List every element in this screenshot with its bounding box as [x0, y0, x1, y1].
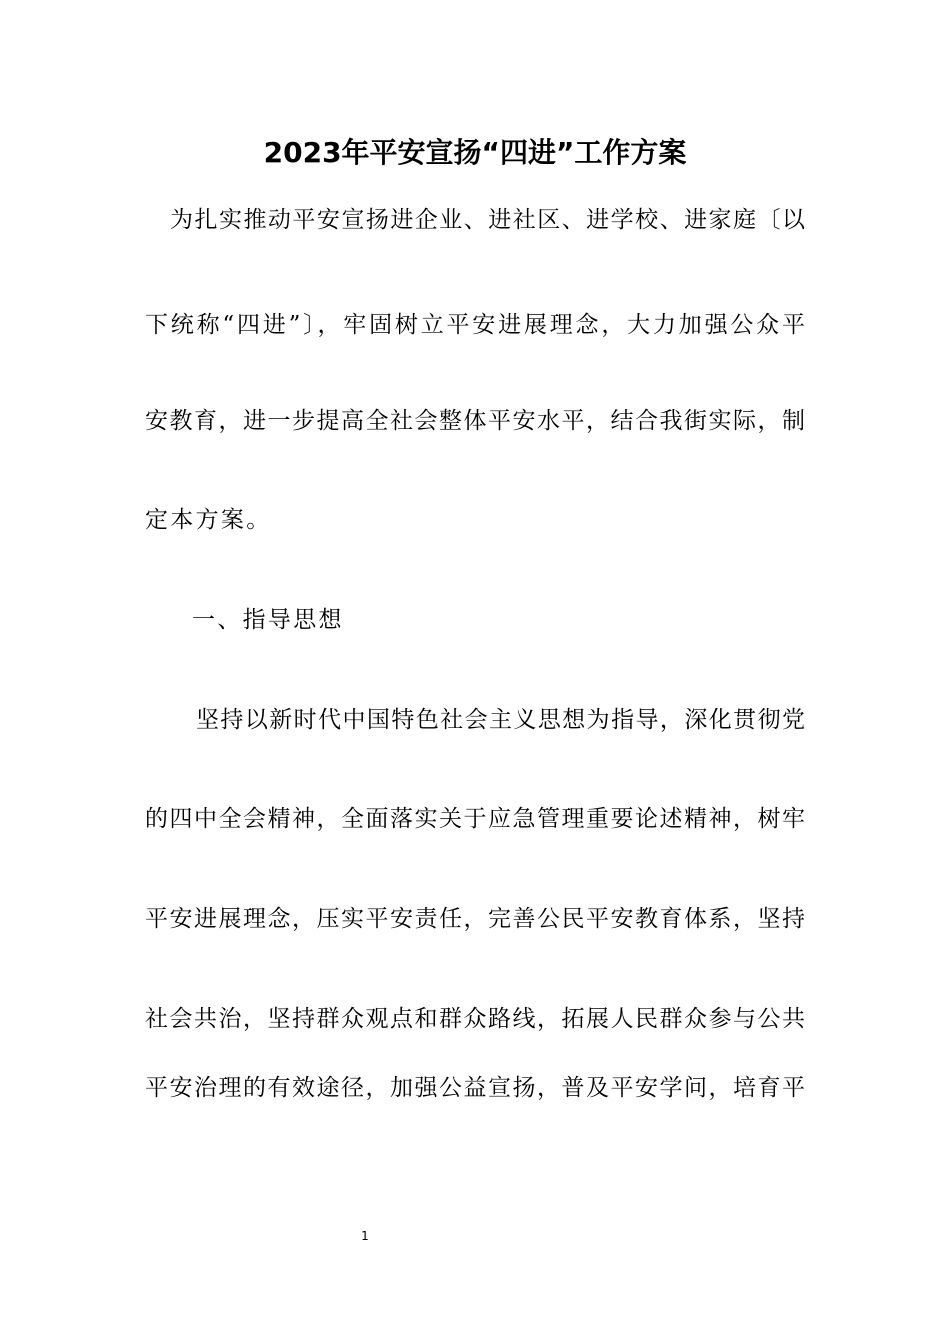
paragraph-line: 社会共治，坚持群众观点和群众路线，拓展人民群众参与公共 [145, 1006, 805, 1032]
paragraph-line: 安教育，进一步提高全社会整体平安水平，结合我街实际，制 [145, 408, 805, 434]
paragraph-line: 定本方案。 [145, 507, 272, 533]
page-number: 1 [361, 1229, 369, 1243]
paragraph-line: 的四中全会精神，全面落实关于应急管理重要论述精神，树牢 [145, 806, 805, 832]
paragraph-line: 平安进展理念，压实平安责任，完善公民平安教育体系，坚持 [145, 906, 805, 932]
paragraph-line: 下统称“四进”〕，牢固树立平安进展理念，大力加强公众平 [145, 312, 805, 338]
paragraph-line: 平安治理的有效途径，加强公益宣扬，普及平安学问，培育平 [145, 1075, 805, 1101]
paragraph-line: 为扎实推动平安宣扬进企业、进社区、进学校、进家庭〔以 [170, 207, 805, 233]
section-heading: 一、指导思想 [192, 607, 344, 633]
paragraph-line: 坚持以新时代中国特色社会主义思想为指导，深化贯彻党 [196, 707, 805, 733]
document-title: 2023年平安宣扬“四进”工作方案 [263, 136, 687, 169]
